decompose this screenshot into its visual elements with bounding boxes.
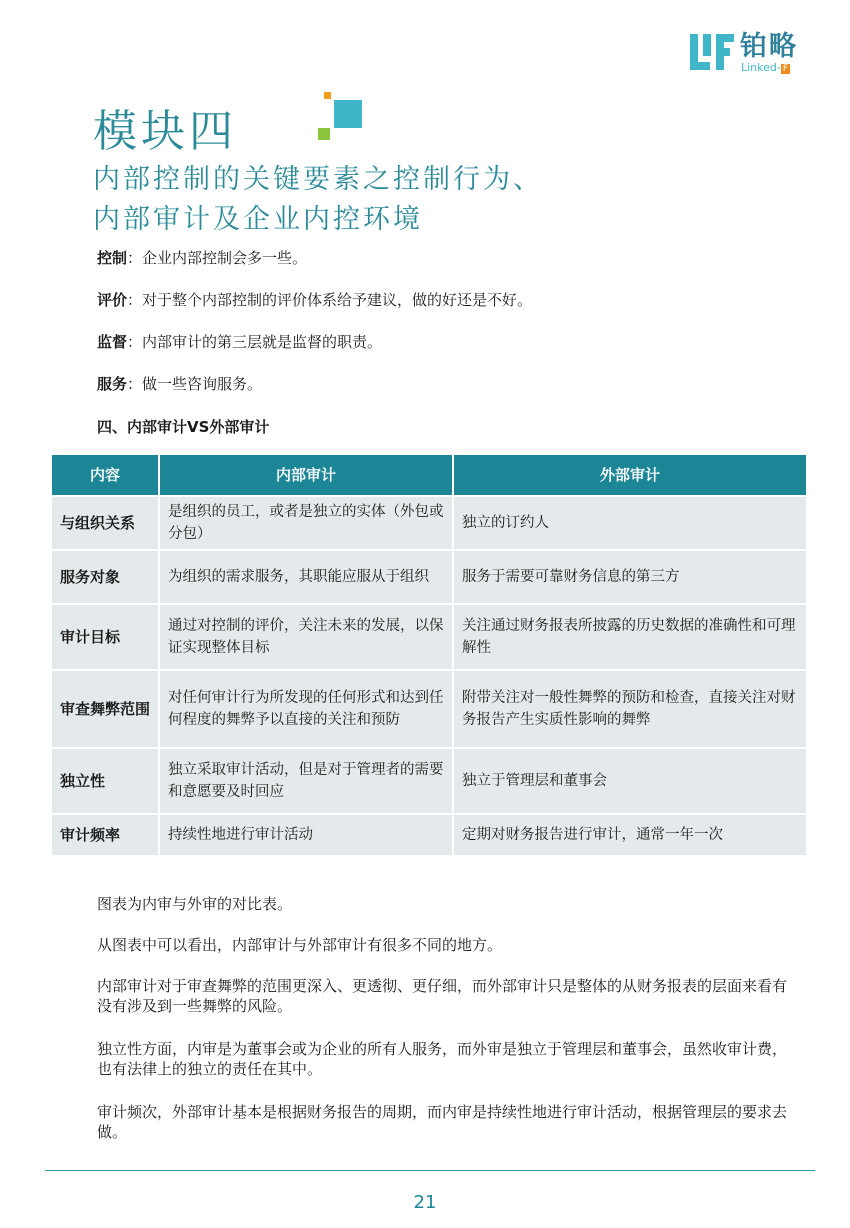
table-row [52, 497, 806, 549]
table-header-row [52, 455, 806, 495]
external-cell: 独立于管理层和董事会 [454, 749, 806, 813]
table-row [52, 749, 806, 813]
body-paragraph: 图表为内审与外审的对比表。 [97, 895, 293, 913]
table-row [52, 815, 806, 855]
logo-english-name: Linked- F [741, 61, 789, 74]
external-cell: 定期对财务报告进行审计，通常一年一次 [454, 815, 806, 855]
header-external-audit: 外部审计 [454, 455, 806, 495]
body-paragraph: 内部审计对于审查舞弊的范围更深入、更透彻、更仔细，而外部审计只是整体的从财务报表的层面来看有没有涉及到一些舞弊的风险。 [97, 977, 788, 1015]
section-heading: 四、内部审计VS外部审计 [97, 418, 270, 436]
table-row [52, 605, 806, 669]
internal-cell: 对任何审计行为所发现的任何形式和达到任何程度的舞弊予以直接的关注和预防 [160, 671, 452, 747]
external-cell: 关注通过财务报表所披露的历史数据的准确性和可理解性 [454, 605, 806, 669]
internal-cell: 通过对控制的评价，关注未来的发展，以保证实现整体目标 [160, 605, 452, 669]
brand-logo [690, 32, 810, 74]
body-paragraph: 审计频次，外部审计基本是根据财务报告的周期，而内审是持续性地进行审计活动，根据管理层的要求去做。 [97, 1103, 788, 1141]
page-number: 21 [413, 1192, 437, 1213]
row-label: 独立性 [52, 749, 158, 813]
body-paragraph: 独立性方面，内审是为董事会或为企业的所有人服务，而外审是独立于管理层和董事会，虽然收审计费，也有法律上的独立的责任在其中。 [97, 1040, 788, 1078]
logo-chinese-name: 铂略 [740, 31, 798, 62]
subtitle-line-1: 内部控制的关键要素之控制行为、 [93, 164, 543, 195]
logo-mark-icon [690, 34, 734, 70]
body-paragraph: 从图表中可以看出，内部审计与外部审计有很多不同的地方。 [97, 936, 503, 954]
page-subtitle [93, 160, 543, 240]
table-row [52, 551, 806, 603]
header-content: 内容 [52, 455, 158, 495]
module-title: 模块四 [93, 106, 237, 157]
internal-cell: 独立采取审计活动，但是对于管理者的需要和意愿要及时回应 [160, 749, 452, 813]
row-label: 审计频率 [52, 815, 158, 855]
internal-cell: 是组织的员工，或者是独立的实体（外包或分包） [160, 497, 452, 549]
footer-divider [45, 1170, 815, 1171]
external-cell: 独立的订约人 [454, 497, 806, 549]
definition-item: 监督：内部审计的第三层就是监督的职责。 [97, 333, 383, 351]
header-internal-audit: 内部审计 [160, 455, 452, 495]
row-label: 服务对象 [52, 551, 158, 603]
comparison-table [50, 453, 808, 857]
table-row [52, 671, 806, 747]
internal-cell: 持续性地进行审计活动 [160, 815, 452, 855]
subtitle-line-2: 内部审计及企业内控环境 [93, 204, 423, 235]
row-label: 审查舞弊范围 [52, 671, 158, 747]
definition-item: 服务：做一些咨询服务。 [97, 375, 263, 393]
row-label: 审计目标 [52, 605, 158, 669]
external-cell: 服务于需要可靠财务信息的第三方 [454, 551, 806, 603]
definition-item: 评价：对于整个内部控制的评价体系给予建议，做的好还是不好。 [97, 291, 533, 309]
definition-item: 控制：企业内部控制会多一些。 [97, 249, 308, 267]
external-cell: 附带关注对一般性舞弊的预防和检查，直接关注对财务报告产生实质性影响的舞弊 [454, 671, 806, 747]
internal-cell: 为组织的需求服务，其职能应服从于组织 [160, 551, 452, 603]
row-label: 与组织关系 [52, 497, 158, 549]
